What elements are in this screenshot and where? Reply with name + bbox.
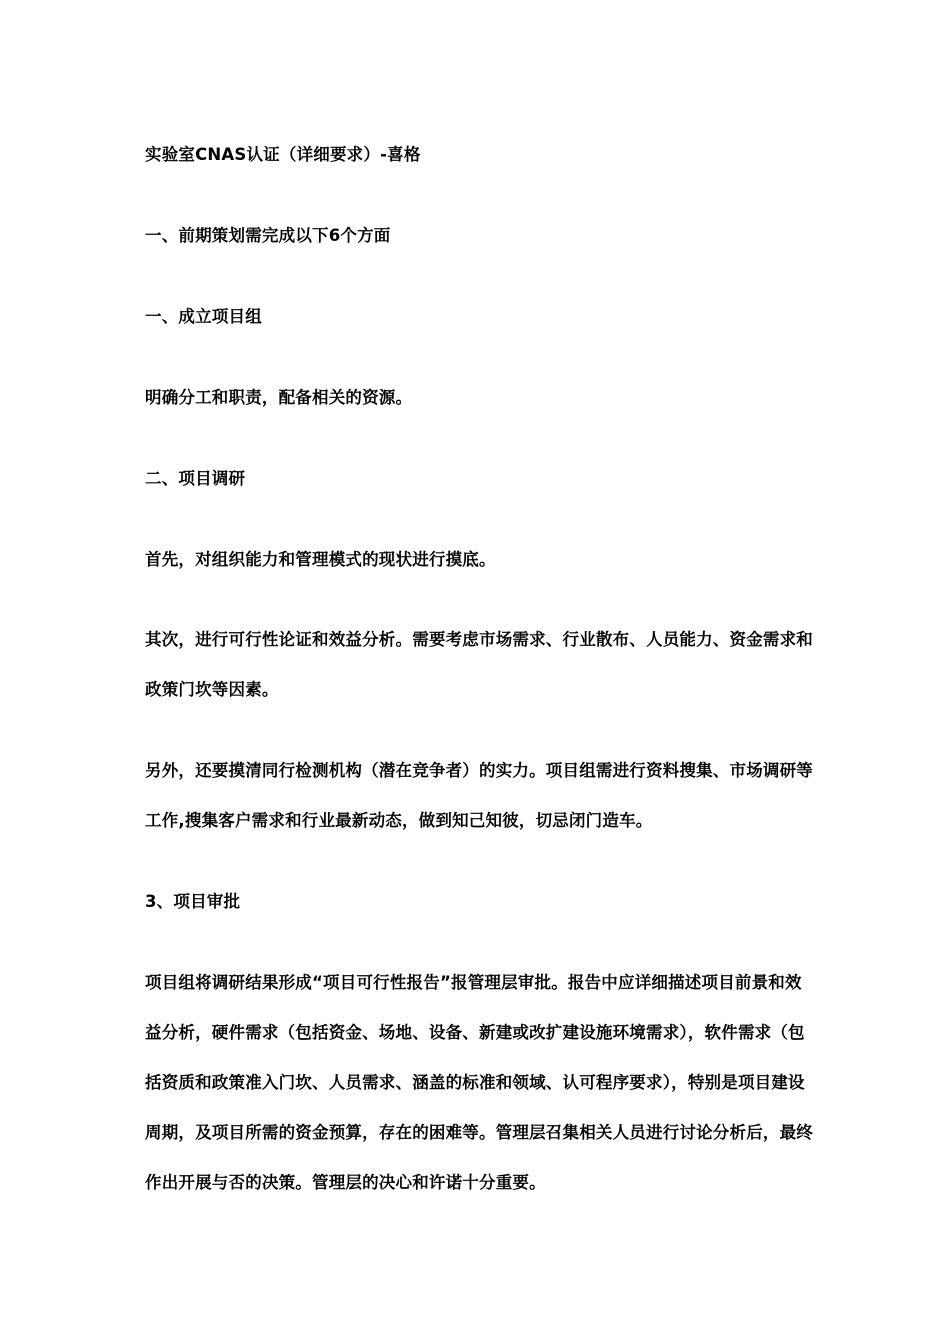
step3-paragraph-line-3: 括资质和政策准入门坎、人员需求、涵盖的标准和领域、认可程序要求），特别是项目建设 bbox=[145, 1073, 805, 1092]
step3-paragraph-line-2: 益分析，硬件需求（包括资金、场地、设备、新建或改扩建设施环境需求），软件需求（包 bbox=[145, 1023, 805, 1042]
section-intro-heading: 一、前期策划需完成以下6个方面 bbox=[145, 226, 391, 245]
step2-paragraph-3-line-2: 工作,搜集客户需求和行业最新动态，做到知己知彼，切忌闭门造车。 bbox=[145, 811, 653, 830]
step2-paragraph-2-line-1: 其次，进行可行性论证和效益分析。需要考虑市场需求、行业散布、人员能力、资金需求和 bbox=[145, 630, 813, 649]
step3-paragraph-line-4: 周期，及项目所需的资金预算，存在的困难等。管理层召集相关人员进行讨论分析后，最终 bbox=[145, 1123, 813, 1142]
step2-paragraph-3-line-1: 另外，还要摸清同行检测机构（潜在竞争者）的实力。项目组需进行资料搜集、市场调研等 bbox=[145, 761, 813, 780]
step3-paragraph-line-5: 作出开展与否的决策。管理层的决心和许诺十分重要。 bbox=[145, 1173, 546, 1192]
step3-heading: 3、项目审批 bbox=[145, 892, 241, 911]
step2-paragraph-1: 首先，对组织能力和管理模式的现状进行摸底。 bbox=[145, 550, 496, 569]
step2-heading: 二、项目调研 bbox=[145, 469, 246, 488]
document-title: 实验室CNAS认证（详细要求）-喜格 bbox=[145, 145, 421, 164]
step1-heading: 一、成立项目组 bbox=[145, 307, 262, 326]
step2-paragraph-2-line-2: 政策门坎等因素。 bbox=[145, 680, 279, 699]
step1-paragraph: 明确分工和职责，配备相关的资源。 bbox=[145, 388, 413, 407]
step3-paragraph-line-1: 项目组将调研结果形成“项目可行性报告”报管理层审批。报告中应详细描述项目前景和效 bbox=[145, 973, 802, 992]
